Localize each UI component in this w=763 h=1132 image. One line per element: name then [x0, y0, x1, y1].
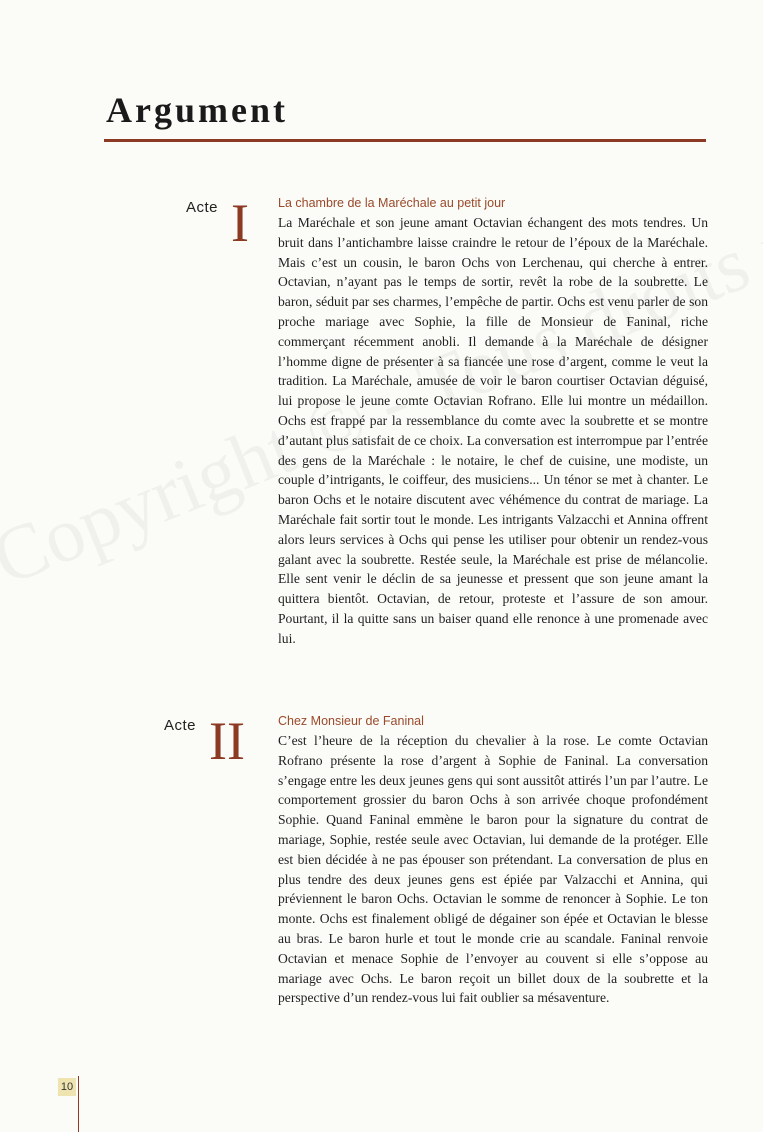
page-number: 10 — [58, 1078, 76, 1096]
act-2-section — [278, 714, 708, 1008]
act-1-heading: La chambre de la Maréchale au petit jour — [278, 196, 506, 210]
act-1-label: Acte — [186, 199, 219, 216]
page-number-rule — [78, 1076, 79, 1132]
act-2-label: Acte — [164, 717, 197, 734]
act-1-text: La Maréchale et son jeune amant Octavian échangent des mots tendres. Un bruit dans l’antichambre laisse craindre le retour de l’époux de la Maréchale. Mais c’est un cousin, le baron Ochs von Lerchenau, qui cherche à entrer. Octavian, n’ayant pas le temps de sortir, revêt la robe de la soubrette. Le baron, séduit par ses charmes, l’empêche de partir. Ochs est venu parler de son proche mariage avec Sophie, la fille de Monsieur de Faninal, riche commerçant récemment anobli. Il demande à la Maréchale de désigner l’homme digne de présenter à sa fiancée une rose d’argent, comme le veut la tradition. La Maréchale, amusée de voir le baron courtiser Octavian déguisé, lui propose le jeune comte Octavian Rofrano. Elle lui montre un médaillon. Ochs est frappé par la ressemblance du comte avec la soubrette et se montre d’autant plus satisfait de ce choix. La conversation est interrompue par l’entrée des gens de la Maréchale : le notaire, le chef de cuisine, une modiste, un couple d’intrigants, le coiffeur, des musiciens... Un ténor se met à chanter. Le baron Ochs et le notaire discutent avec véhémence du contrat de mariage. La Maréchale fait sortir tout le monde. Les intrigants Valzacchi et Annina offrent alors leurs services à Ochs qui pense les utiliser pour obtenir un rendez-vous galant avec la soubrette. Restée seule, la Maréchale est prise de mélancolie. Elle sent venir le déclin de sa jeunesse et pressent que son jeune amant la quittera bientôt. Octavian, de retour, proteste et l’assure de son amour. Pourtant, il la quitte sans un baiser quand elle renonce à une promenade avec lui. — [278, 215, 708, 646]
act-2-heading: Chez Monsieur de Faninal — [278, 714, 424, 728]
act-1-section — [278, 196, 708, 649]
act-2-numeral: II — [209, 711, 245, 771]
act-1-numeral: I — [231, 193, 249, 253]
page-title: Argument — [106, 90, 288, 130]
title-underline — [104, 139, 706, 142]
act-2-text: C’est l’heure de la réception du chevalier à la rose. Le comte Octavian Rofrano présente la rose d’argent à Sophie de Faninal. La conversation s’engage entre les deux jeunes gens qui sont aussitôt attirés l’un par l’autre. Le comportement grossier du baron Ochs à son arrivée choque profondément Sophie. Quand Faninal emmène le baron pour la signature du contrat de mariage, Sophie, restée seule avec Octavian, lui demande de la protéger. Elle est bien décidée à ne pas épouser son prétendant. La conversation de plus en plus tendre des deux jeunes gens est épiée par Valzacchi et Annina, qui préviennent le baron Ochs. Octavian le somme de renoncer à Sophie. Le ton monte. Ochs est finalement obligé de dégainer son épée et Octavian le blesse au bras. Le baron hurle et tout le monde crie au scandale. Faninal renvoie Octavian et menace Sophie de l’envoyer au couvent si elle s’oppose au mariage avec Ochs. Le baron reçoit un billet doux de la soubrette et la perspective d’un rendez-vous lui fait oublier sa mésaventure. — [278, 733, 708, 1006]
